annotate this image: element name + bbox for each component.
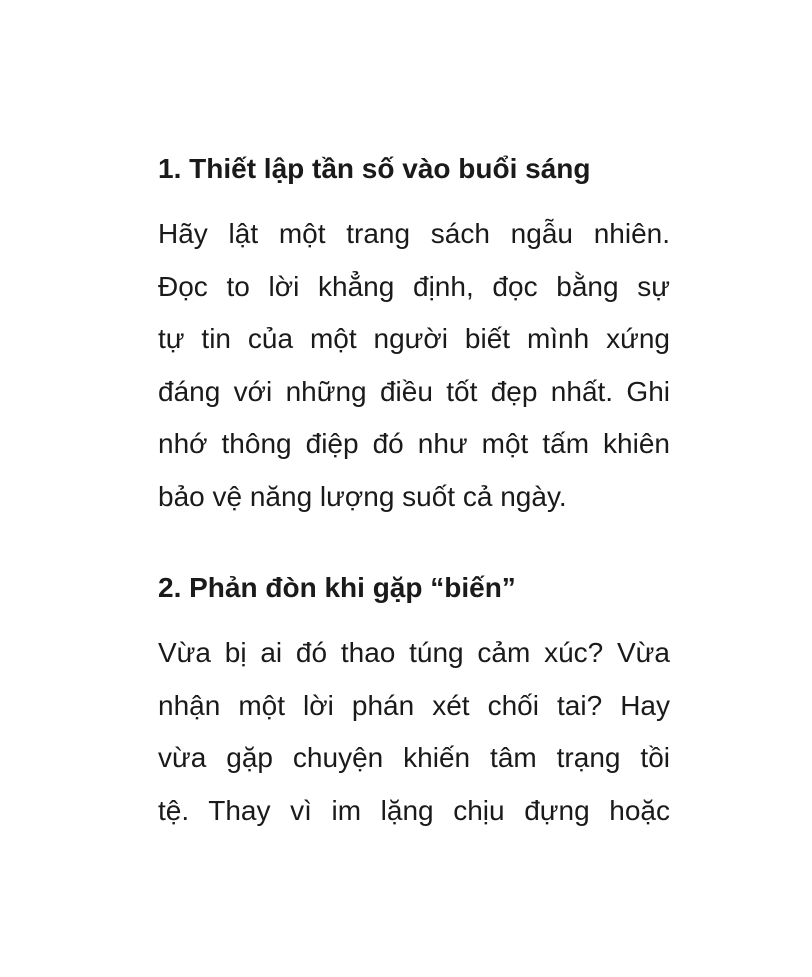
paragraph-line: Hãy lật một trang sách ngẫu nhiên. xyxy=(158,218,670,249)
paragraph-line: nhớ thông điệp đó như một tấm khiên xyxy=(158,428,670,459)
section-heading-2: 2. Phản đòn khi gặp “biến” xyxy=(158,572,516,603)
paragraph-line: tệ. Thay vì im lặng chịu đựng hoặc xyxy=(158,794,670,826)
section-heading-1: 1. Thiết lập tần số vào buổi sáng xyxy=(158,153,591,184)
paragraph-line: bảo vệ năng lượng suốt cả ngày. xyxy=(158,480,567,512)
paragraph-line: tự tin của một người biết mình xứng xyxy=(158,323,670,354)
section-1-paragraph xyxy=(158,208,670,523)
section-2-paragraph xyxy=(158,627,670,837)
paragraph-line: Đọc to lời khẳng định, đọc bằng sự xyxy=(158,270,670,302)
paragraph-line: vừa gặp chuyện khiến tâm trạng tồi xyxy=(158,742,670,773)
paragraph-line: Vừa bị ai đó thao túng cảm xúc? Vừa xyxy=(158,637,670,668)
paragraph-line: nhận một lời phán xét chối tai? Hay xyxy=(158,689,670,721)
paragraph-line: đáng với những điều tốt đẹp nhất. Ghi xyxy=(158,375,670,407)
